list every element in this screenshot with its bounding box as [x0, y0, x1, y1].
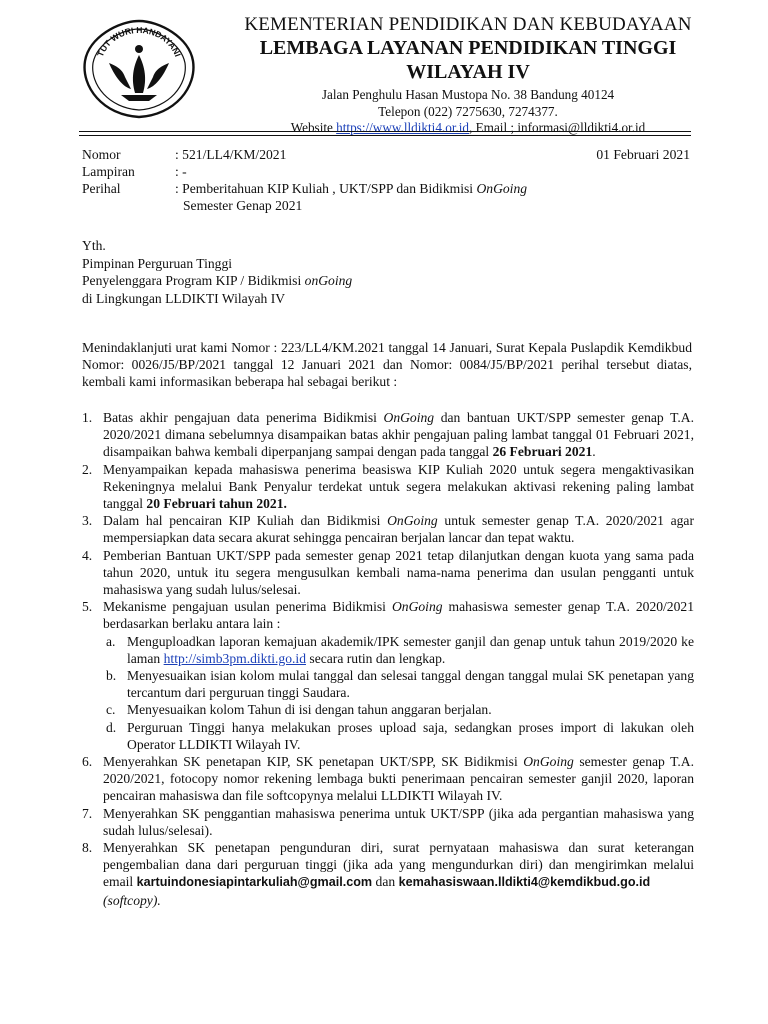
item-text: Mekanisme pengajuan usulan penerima Bidikmisi	[103, 599, 392, 615]
lampiran-value: : -	[175, 164, 187, 179]
list-item	[82, 753, 694, 805]
sub-item-letter: d.	[106, 719, 117, 735]
item-text: .	[592, 444, 596, 460]
sub-item	[82, 667, 694, 701]
perihal-label: Perihal	[82, 181, 121, 196]
letter-date: 01 Februari 2021	[596, 147, 690, 162]
simb3pm-link[interactable]: http://simb3pm.dikti.go.id	[163, 650, 306, 666]
list-item	[82, 461, 694, 513]
logo-emblem-icon	[85, 21, 194, 117]
item-text: Dalam hal pencairan KIP Kuliah dan Bidikmisi	[103, 513, 388, 529]
perihal-value	[175, 180, 527, 197]
addressee-line3	[82, 272, 682, 290]
item-number: 8.	[82, 840, 93, 856]
letter-meta	[82, 146, 690, 214]
item-italic: OnGoing	[391, 599, 443, 615]
item-bold: 26 Februari 2021	[492, 444, 593, 460]
nomor-label: Nomor	[82, 147, 121, 162]
addressee	[82, 237, 682, 307]
perihal-row-2	[82, 197, 690, 214]
item-number: 1.	[82, 410, 93, 425]
list-item	[82, 805, 694, 839]
letterhead-divider	[79, 131, 691, 132]
addressee-line3-italic: onGoing	[304, 273, 353, 289]
sub-item-letter: c.	[106, 702, 116, 718]
agency-address: Jalan Penghulu Hasan Mustopa No. 38 Bandung 40124	[321, 87, 615, 102]
agency-name-line1: LEMBAGA LAYANAN PENDIDIKAN TINGGI	[259, 37, 677, 59]
sub-item	[82, 701, 694, 718]
item-number: 6.	[82, 754, 93, 770]
list-item	[82, 839, 694, 909]
sub-item-text: secara rutin dan lengkap.	[306, 650, 446, 666]
item-number: 4.	[82, 547, 93, 563]
item-text: Menyerahkan SK penetapan pengunduran diri, surat pernyataan mahasiswa dan surat keterangan pengembalian dana dari perguruan tinggi (jika ada yang mengundurkan diri) dan mengirimkan melalui email	[103, 840, 694, 890]
letter-intro	[82, 339, 692, 391]
item-text: dan	[372, 874, 399, 890]
addressee-line3-text: Penyelenggara Program KIP / Bidikmisi	[82, 273, 305, 289]
sub-item-text: Menyesuaikan isian kolom mulai tanggal dan selesai tanggal dengan tanggal mulai SK penetapan yang tercantum dari perguruan tinggi Saudara.	[127, 668, 694, 701]
lampiran-label: Lampiran	[82, 164, 135, 179]
nomor-value: : 521/LL4/KM/2021	[175, 147, 287, 162]
sub-item-letter: b.	[106, 668, 117, 684]
intro-paragraph: Menindaklanjuti urat kami Nomor : 223/LL4/KM.2021 tanggal 14 Januari, Surat Kepala Puslapdik Kemdikbud Nomor: 0026/J5/BP/2021 tanggal 12 Januari 2021 dan Nomor: 0084/J5/BP/2021 perihal tersebut diatas, kembali kami informasikan beberapa hal sebagai berikut :	[82, 340, 692, 390]
item-text: Menyerahkan SK penggantian mahasiswa penerima untuk UKT/SPP (jika ada pergantian mahasiswa yang sudah lulus/selesai).	[103, 805, 694, 838]
email-kip-kuliah: kartuindonesiapintarkuliah@gmail.com	[136, 875, 373, 890]
perihal-italic: OnGoing	[476, 181, 528, 196]
item-number: 5.	[82, 599, 93, 615]
sub-item-text: Menyesuaikan kolom Tahun di isi dengan tahun anggaran berjalan.	[127, 702, 492, 718]
softcopy-note: (softcopy).	[103, 892, 161, 908]
list-item	[82, 512, 694, 546]
perihal-text: : Pemberitahuan KIP Kuliah , UKT/SPP dan Bidikmisi	[175, 181, 477, 196]
item-text: Menyerahkan SK penetapan KIP, SK penetapan UKT/SPP, SK Bidikmisi	[103, 754, 524, 770]
addressee-salutation: Yth.	[82, 238, 106, 253]
sub-item	[82, 719, 694, 753]
points-list	[82, 409, 694, 909]
ministry-name: KEMENTERIAN PENDIDIKAN DAN KEBUDAYAAN	[244, 14, 692, 35]
sub-item	[82, 633, 694, 667]
website-prefix: Website	[290, 120, 337, 135]
perihal-row	[82, 180, 690, 197]
item-text: Batas akhir pengajuan data penerima Bidikmisi	[103, 410, 384, 425]
logo-text: TUT WURI HANDAYANI	[95, 24, 183, 59]
item-italic: OnGoing	[383, 410, 435, 425]
addressee-line4: di Lingkungan LLDIKTI Wilayah IV	[82, 290, 286, 306]
letterhead	[208, 14, 728, 137]
item-text: untuk semester genap T.A. 2020/2021 agar mempersiapkan data secara akurat sehingga pencairan berjalan lancar dan tepat waktu.	[103, 513, 694, 546]
perihal-line2: Semester Genap 2021	[183, 198, 303, 213]
sub-item-letter: a.	[106, 633, 116, 649]
item-number: 3.	[82, 513, 93, 529]
list-item	[82, 409, 694, 461]
email-text: , Email ; informasi@lldikti4.or.id	[469, 120, 646, 135]
agency-phone: Telepon (022) 7275630, 7274377.	[378, 103, 558, 119]
item-text: dan bantuan UKT/SPP semester genap T.A. 2020/2021 dimana sebelumnya disampaikan batas akhir pengajuan paling lambat tanggal 01 Februari 2021, disampaikan bahwa kembali diperpanjang sampai dengan pada tanggal	[103, 410, 694, 460]
website-link[interactable]: https://www.lldikti4.or.id	[336, 120, 470, 135]
nomor-row	[82, 146, 690, 163]
item-italic: OnGoing	[387, 513, 438, 529]
item-text: Menyampaikan kepada mahasiswa penerima beasiswa KIP Kuliah 2020 untuk segera mengaktivasikan Rekeningnya melalui Bank Penyalur terdekat untuk segera melakukan aktivasi rekening paling lambat tanggal	[103, 461, 694, 512]
sub-item-text: Perguruan Tinggi hanya melakukan proses upload saja, sedangkan proses import di lakukan oleh Operator LLDIKTI Wilayah IV.	[127, 719, 694, 752]
letterhead-divider-thin	[79, 135, 691, 136]
item-number: 2.	[82, 461, 93, 477]
item-text: semester genap T.A. 2020/2021, fotocopy nomor rekening lembaga bukti penerimaan pencairan semester ganjil 2020, laporan pencairan mahasiswa dan file softcopynya melalui LLDIKTI Wilayah IV.	[103, 754, 694, 804]
email-kemahasiswaan: kemahasiswaan.lldikti4@kemdikbud.go.id	[398, 875, 651, 890]
item-text: Pemberian Bantuan UKT/SPP pada semester genap 2021 tetap dilanjutkan dengan kuota yang sama pada tahun 2020, untuk itu segera mengusulkan kembali nama-nama penerima dan usulan pengganti untuk mahasiswa yang sudah lulus/selesai.	[103, 547, 694, 598]
sub-item-text: Menguploadkan laporan kemajuan akademik/IPK semester ganjil dan genap untuk tahun 2019/2020 ke laman	[127, 633, 694, 666]
item-italic: OnGoing	[523, 754, 574, 770]
agency-name-line2: WILAYAH IV	[406, 61, 530, 83]
list-item	[82, 598, 694, 632]
item-bold: 20 Februari tahun 2021.	[146, 496, 287, 512]
addressee-line2: Pimpinan Perguruan Tinggi	[82, 255, 233, 271]
item-text: mahasiswa semester genap T.A. 2020/2021 berdasarkan berlaku antara lain :	[103, 599, 694, 632]
item-number: 7.	[82, 805, 93, 821]
lampiran-row	[82, 163, 690, 180]
list-item	[82, 547, 694, 599]
tut-wuri-handayani-logo	[79, 17, 199, 121]
